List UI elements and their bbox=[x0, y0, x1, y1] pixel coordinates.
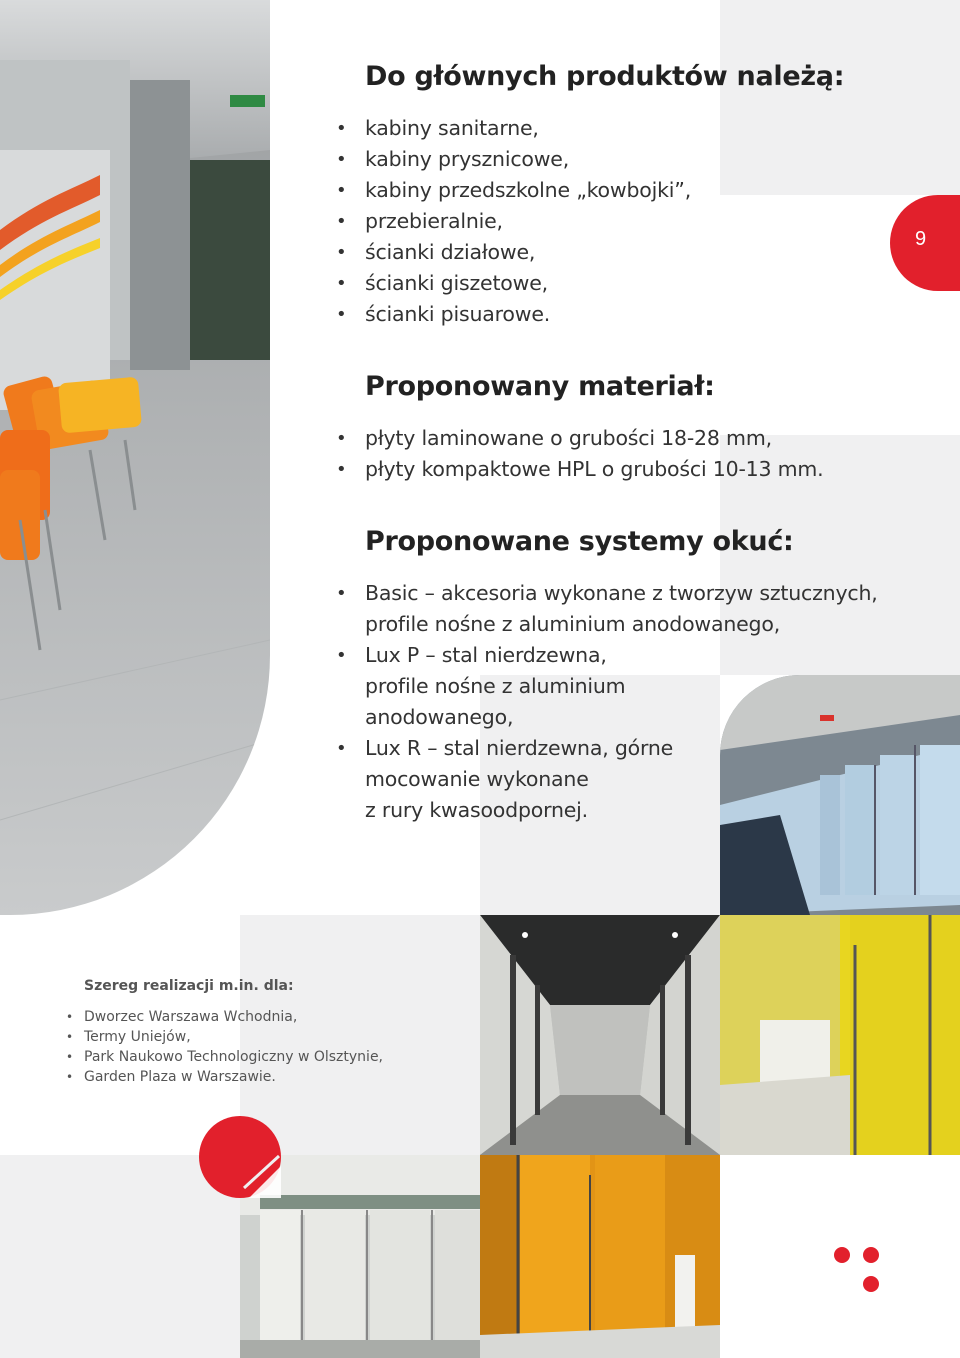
fittings-heading: Proponowane systemy okuć: bbox=[365, 526, 794, 557]
list-item-continuation: z rury kwasoodpornej. bbox=[365, 798, 588, 822]
red-circle-decoration bbox=[199, 1116, 281, 1198]
references-heading: Szereg realizacji m.in. dla: bbox=[84, 978, 294, 994]
grey-corridor-cubicles-photo bbox=[480, 915, 720, 1155]
references-list bbox=[66, 1007, 466, 1087]
red-dots-decoration bbox=[832, 1245, 882, 1295]
list-item: • kabiny przedszkolne „kowbojki”, bbox=[336, 175, 916, 206]
list-item-continuation: profile nośne z aluminium anodowanego, bbox=[365, 612, 781, 636]
products-list bbox=[336, 113, 916, 330]
list-item: • ścianki działowe, bbox=[336, 237, 916, 268]
list-item: • płyty kompaktowe HPL o grubości 10-13 mm. bbox=[336, 454, 916, 485]
light-blue-cubicles-photo bbox=[720, 675, 960, 915]
list-item-continuation: profile nośne z aluminium bbox=[365, 674, 626, 698]
list-item: • płyty laminowane o grubości 18-28 mm, bbox=[336, 423, 916, 454]
list-item: • Lux P – stal nierdzewna, bbox=[336, 640, 916, 671]
list-item: • kabiny sanitarne, bbox=[336, 113, 916, 144]
list-item: • kabiny prysznicowe, bbox=[336, 144, 916, 175]
references-block bbox=[66, 975, 466, 1087]
list-item: • przebieralnie, bbox=[336, 206, 916, 237]
page-number: 9 bbox=[915, 228, 927, 250]
list-item: • Park Naukowo Technologiczny w Olsztynie, bbox=[66, 1047, 466, 1067]
list-item: • ścianki pisuarowe. bbox=[336, 299, 916, 330]
list-item-continuation: mocowanie wykonane bbox=[365, 767, 589, 791]
hero-locker-room-photo bbox=[0, 0, 270, 915]
products-heading: Do głównych produktów należą: bbox=[365, 61, 845, 92]
list-item: • Dworzec Warszawa Wchodnia, bbox=[66, 1007, 466, 1027]
yellow-cubicle-photo bbox=[720, 915, 960, 1155]
list-item: • Termy Uniejów, bbox=[66, 1027, 466, 1047]
list-item: • Garden Plaza w Warszawie. bbox=[66, 1067, 466, 1087]
material-list bbox=[336, 423, 916, 485]
list-item: • Basic – akcesoria wykonane z tworzyw sztucznych, bbox=[336, 578, 916, 609]
list-item: • ścianki giszetowe, bbox=[336, 268, 916, 299]
list-item: • Lux R – stal nierdzewna, górne bbox=[336, 733, 916, 764]
material-heading: Proponowany materiał: bbox=[365, 371, 715, 402]
orange-cubicles-photo bbox=[480, 1155, 720, 1358]
list-item-continuation: anodowanego, bbox=[365, 705, 514, 729]
